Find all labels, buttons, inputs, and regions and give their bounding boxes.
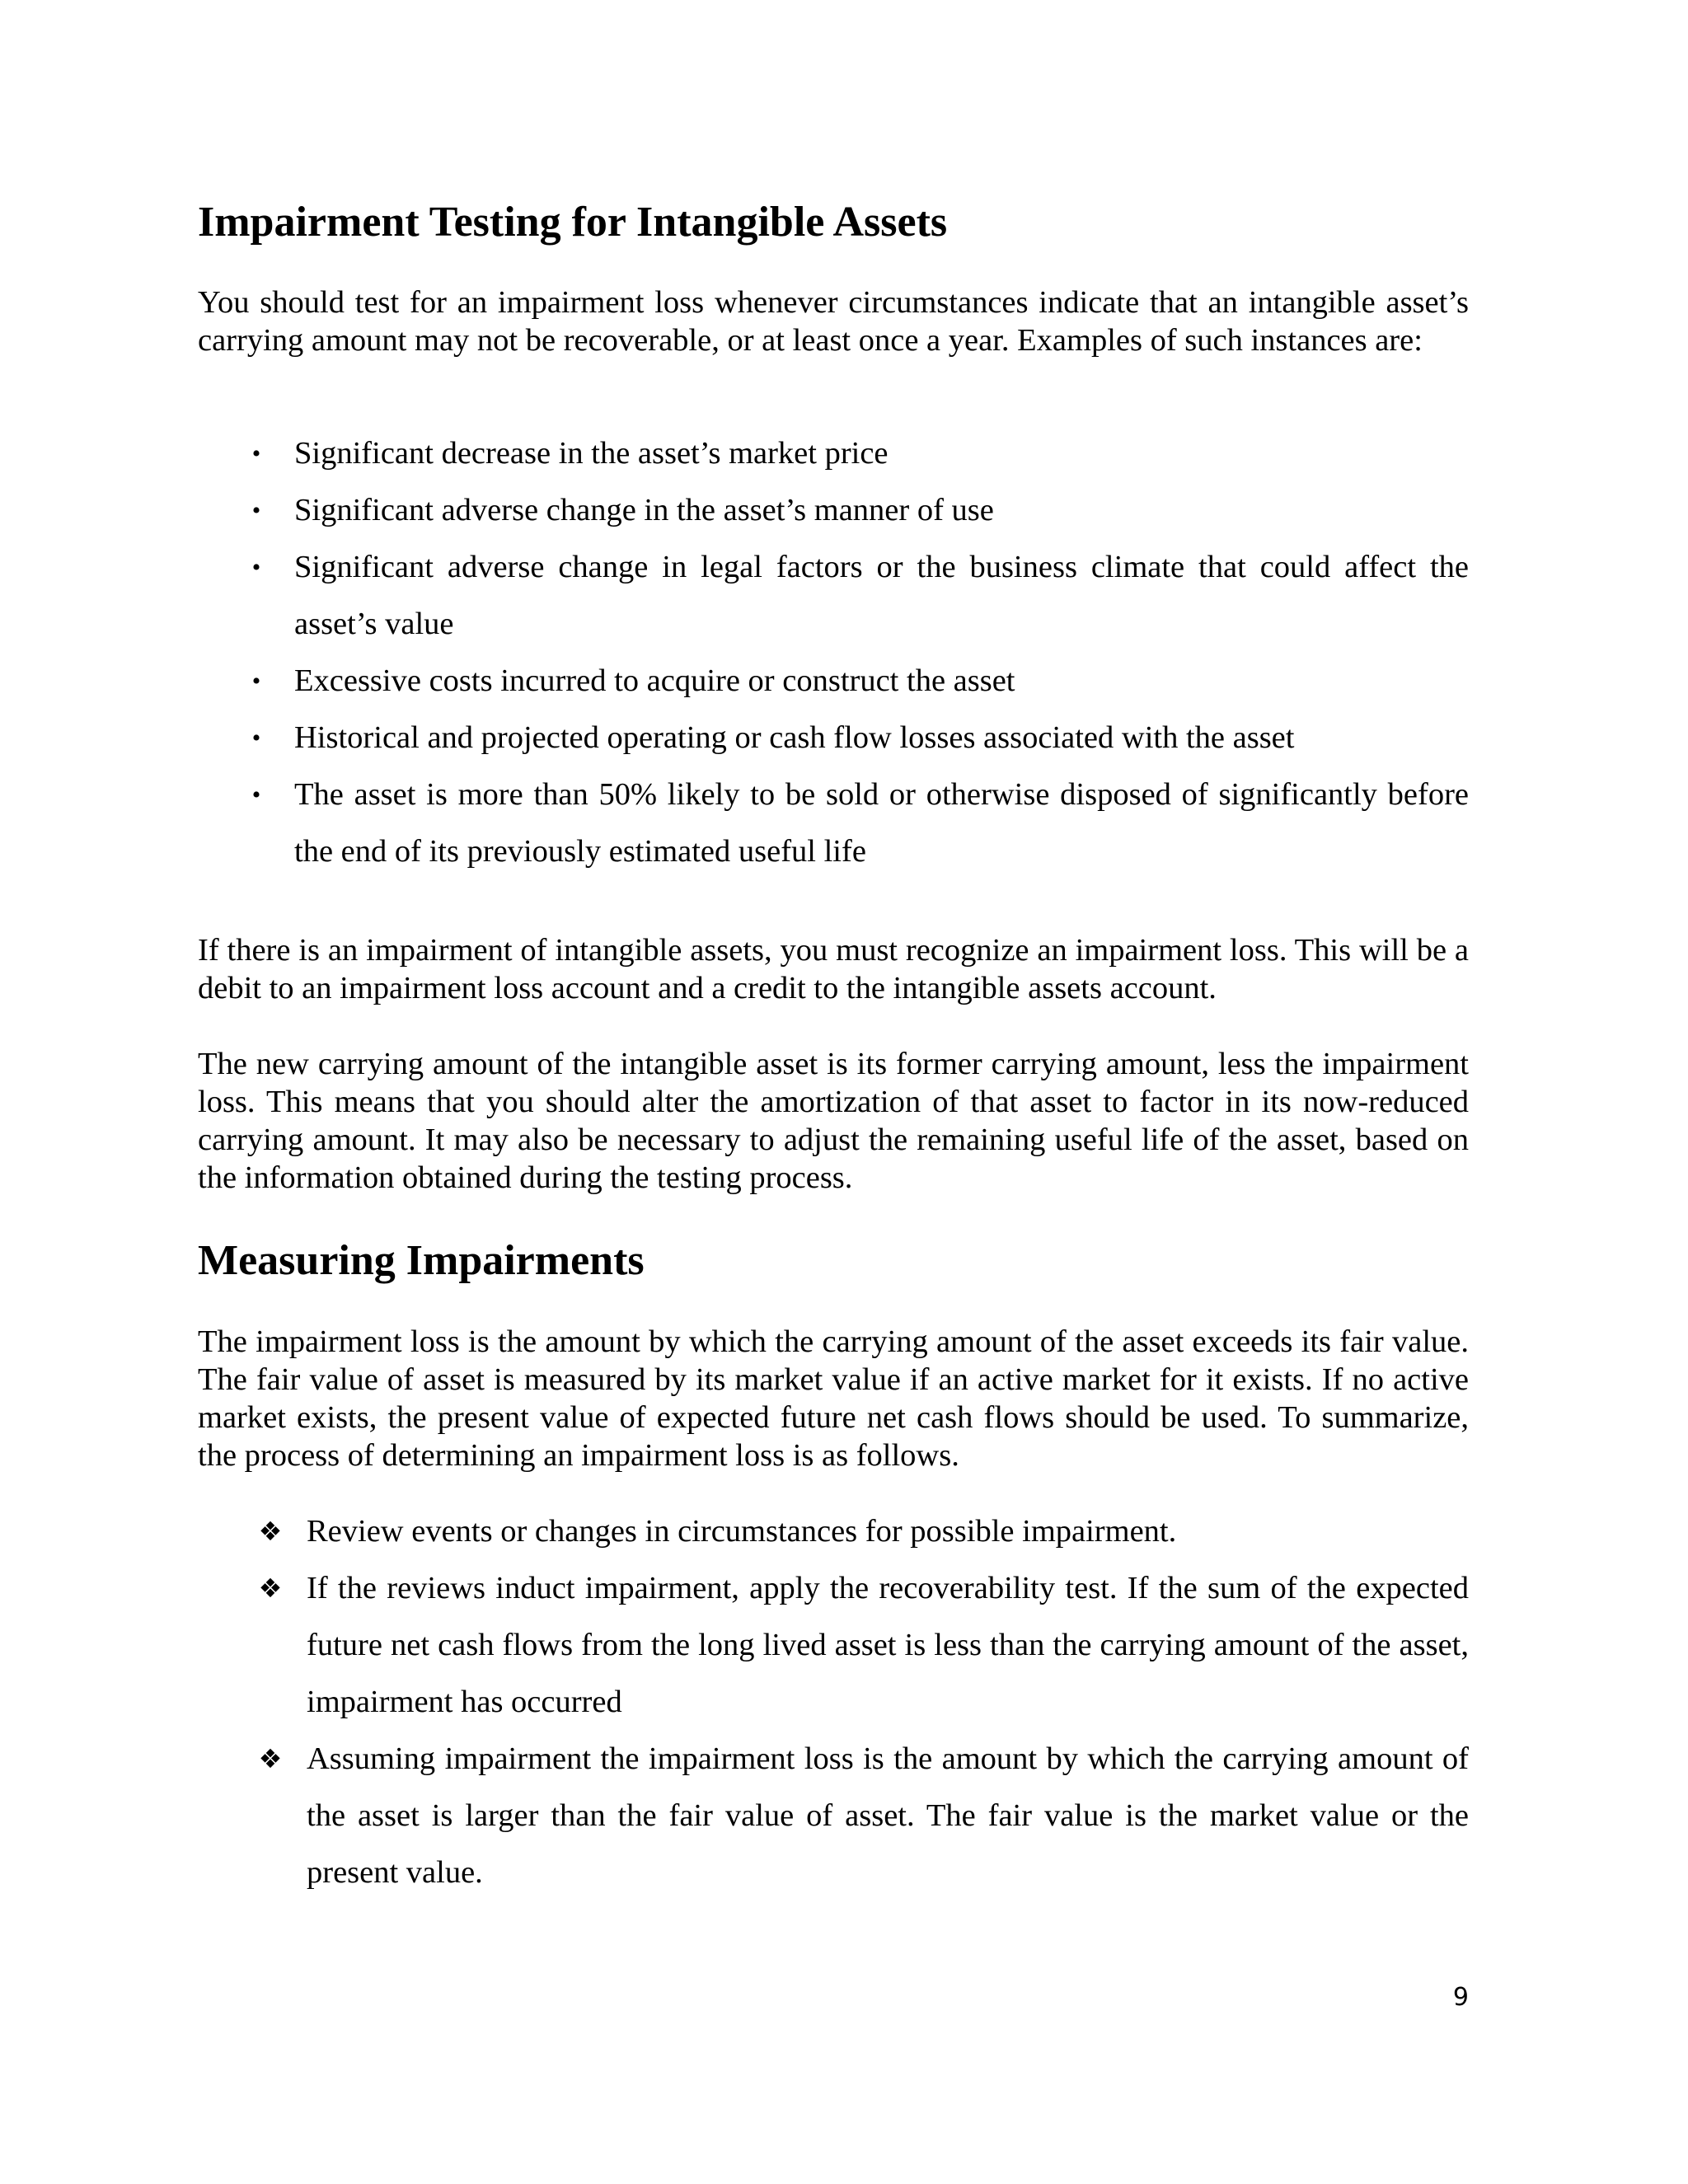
list-item-text: Excessive costs incurred to acquire or construct the asset bbox=[294, 663, 1015, 698]
list-item bbox=[258, 1503, 1469, 1560]
list-item-text: The asset is more than 50% likely to be sold or otherwise disposed of significantly before the end of its previously estimated useful life bbox=[294, 777, 1469, 869]
list-item-text: Historical and projected operating or cash flow losses associated with the asset bbox=[294, 720, 1295, 755]
list-item-text: If the reviews induct impairment, apply the recoverability test. If the sum of the expected future net cash flows from the long lived asset is less than the carrying amount of the asset, impairment has occurred bbox=[307, 1571, 1469, 1719]
impairment-indicators-list bbox=[251, 425, 1469, 880]
list-item bbox=[251, 653, 1469, 710]
bullet-icon: • bbox=[251, 497, 261, 524]
bullet-icon: • bbox=[251, 554, 261, 581]
bullet-icon: • bbox=[251, 668, 261, 695]
bullet-icon: • bbox=[251, 781, 261, 808]
list-item bbox=[258, 1560, 1469, 1731]
section-heading-measuring-impairments: Measuring Impairments bbox=[198, 1237, 645, 1284]
section-heading-impairment-testing: Impairment Testing for Intangible Assets bbox=[198, 199, 948, 246]
page-number: 9 bbox=[1452, 1983, 1469, 2012]
list-item bbox=[258, 1731, 1469, 1901]
diamond-bullet-icon: ❖ bbox=[258, 1743, 283, 1774]
list-item bbox=[251, 425, 1469, 482]
list-item-text: Assuming impairment the impairment loss is the amount by which the carrying amount of the asset is larger than the fair value of asset. The fair value is the market value or the present value. bbox=[307, 1741, 1469, 1890]
list-item bbox=[251, 766, 1469, 880]
impairment-process-list bbox=[258, 1503, 1469, 1901]
intro-paragraph: You should test for an impairment loss whenever circumstances indicate that an intangible asset’s carrying amount may not be recoverable, or at least once a year. Examples of such instances are: bbox=[198, 285, 1469, 358]
list-item-text: Significant adverse change in the asset’s manner of use bbox=[294, 493, 994, 527]
diamond-bullet-icon: ❖ bbox=[258, 1516, 283, 1547]
list-item bbox=[251, 539, 1469, 653]
impairment-recognition-paragraph: If there is an impairment of intangible assets, you must recognize an impairment loss. This will be a debit to an impairment loss account and a credit to the intangible assets account. bbox=[198, 933, 1469, 1005]
list-item bbox=[251, 482, 1469, 539]
impairment-loss-paragraph: The impairment loss is the amount by which the carrying amount of the asset exceeds its fair value. The fair value of asset is measured by its market value if an active market for it exists. If no active market exists, the present value of expected future net cash flows should be used. To summarize, the process of determining an impairment loss is as follows. bbox=[198, 1324, 1469, 1473]
list-item-text: Significant adverse change in legal factors or the business climate that could affect the asset’s value bbox=[294, 550, 1469, 641]
bullet-icon: • bbox=[251, 724, 261, 752]
carrying-amount-paragraph: The new carrying amount of the intangible asset is its former carrying amount, less the impairment loss. This means that you should alter the amortization of that asset to factor in its now-reduced carrying amount. It may also be necessary to adjust the remaining useful life of the asset, based on the information obtained during the testing process. bbox=[198, 1047, 1469, 1195]
bullet-icon: • bbox=[251, 440, 261, 467]
diamond-bullet-icon: ❖ bbox=[258, 1572, 283, 1604]
list-item-text: Significant decrease in the asset’s market price bbox=[294, 436, 889, 471]
list-item-text: Review events or changes in circumstances for possible impairment. bbox=[307, 1514, 1177, 1549]
list-item bbox=[251, 710, 1469, 766]
